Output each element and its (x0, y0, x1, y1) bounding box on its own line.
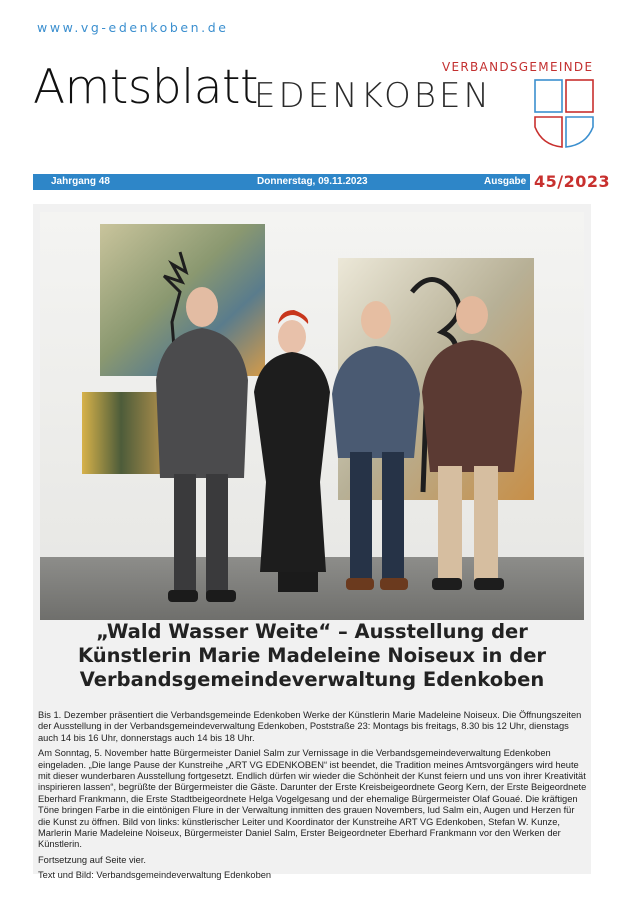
headline-line: Verbandsgemeindeverwaltung Edenkoben (79, 668, 545, 691)
masthead-title: Amtsblatt (33, 60, 258, 115)
lead-article (33, 204, 591, 881)
issue-info-bar (33, 174, 530, 190)
edition-label: Ausgabe (484, 176, 527, 187)
verbandsgemeinde-label: VERBANDSGEMEINDE (442, 60, 594, 74)
website-url[interactable]: www.vg-edenkoben.de (37, 20, 229, 35)
headline-line: „Wald Wasser Weite“ – Ausstellung der (96, 620, 528, 643)
edition-number: 45/2023 (534, 172, 611, 191)
volume-label: Jahrgang 48 (51, 176, 110, 187)
headline-line: Künstlerin Marie Madeleine Noiseux in der (77, 644, 547, 667)
edenkoben-wordmark: EDENKOBEN (254, 76, 492, 116)
coat-of-arms-icon (534, 79, 594, 149)
credit-line: Text und Bild: Verbandsgemeindeverwaltung Edenkoben (38, 870, 272, 881)
article-headline (33, 620, 591, 692)
issue-date: Donnerstag, 09.11.2023 (257, 176, 368, 187)
article-paragraph: Bis 1. Dezember präsentiert die Verbandsgemeinde Edenkoben Werke der Künstlerin Marie Madeleine Noiseux. Die Öffnungszeiten der Ausstellung in der Verbandsgemeindeverwaltung Edenkoben, Poststraße 23: Montags bis freitags, 8.30 bis 12 Uhr, dienstags auch 14 bis 16 Uhr, donnerstags auch 14 bis 18 Uhr. (38, 710, 582, 743)
continuation-note: Fortsetzung auf Seite vier. (38, 854, 147, 865)
article-paragraph: Am Sonntag, 5. November hatte Bürgermeister Daniel Salm zur Vernissage in die Verbandsgemeindeverwaltung Edenkoben eingeladen. „Die lange Pause der Kunstreihe „ART VG EDENKOBEN“ ist beendet, die Tradition meines Amtsvorgängers wird heute mit dieser wunderbaren Ausstellung fortgesetzt. Endlich dürfen wir wieder die Schönheit der Kunst feiern und uns von ihrer Kreativität inspirieren lassen“, begrüßte der Bürgermeister die Gäste. Darunter der Erste Kreisbeigeordnete Georg Kern, der Erste Beigeordnete Eberhard Frankmann, die Erste Stadtbeigeordnete Helga Vogelgesang und der ehemalige Bürgermeister Olaf Gouaé. Die kräftigen Töne bringen Farbe in die eintönigen Flure in der Verwaltung inmitten des grauen Novembers, lud Salm ein, Augen und Herzen für die Kunst zu öffnen. Bild von links: künstlerischer Leiter und Koordinator der Kunstreihe ART VG Edenkoben, Stefan W. Kunze, Marlerin Marie Madeleine Noiseux, Bürgermeister Daniel Salm, Erster Beigeordneter Eberhard Frankmann vor den Werken der Künstlerin. (38, 748, 587, 850)
exhibition-photo (40, 212, 584, 620)
article-body (38, 710, 588, 886)
